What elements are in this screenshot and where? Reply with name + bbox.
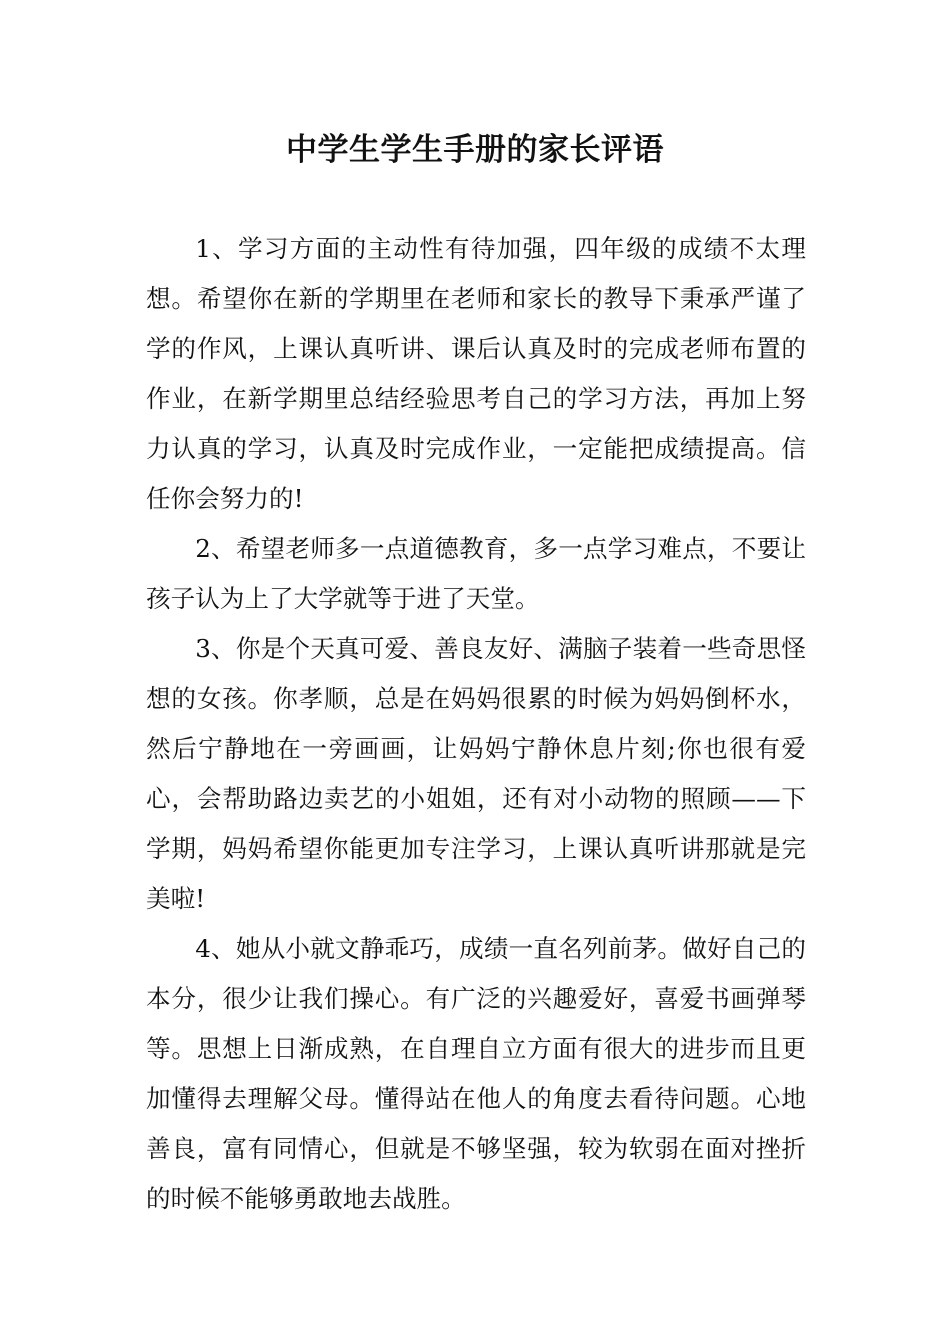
document-body: [146, 224, 806, 1224]
paragraph-3: 3、你是个天真可爱、善良友好、满脑子装着一些奇思怪想的女孩。你孝顺，总是在妈妈很累的时候为妈妈倒杯水，然后宁静地在一旁画画，让妈妈宁静休息片刻;你也很有爱心，会帮助路边卖艺的小姐姐，还有对小动物的照顾——下学期，妈妈希望你能更加专注学习，上课认真听讲那就是完美啦!: [146, 634, 806, 913]
paragraph-1: 1、学习方面的主动性有待加强，四年级的成绩不太理想。希望你在新的学期里在老师和家长的教导下秉承严谨了学的作风，上课认真听讲、课后认真及时的完成老师布置的作业，在新学期里总结经验思考自己的学习方法，再加上努力认真的学习，认真及时完成作业，一定能把成绩提高。信任你会努力的!: [146, 234, 806, 513]
paragraph-4: 4、她从小就文静乖巧，成绩一直名列前茅。做好自己的本分，很少让我们操心。有广泛的兴趣爱好，喜爱书画弹琴等。思想上日渐成熟，在自理自立方面有很大的进步而且更加懂得去理解父母。懂得站在他人的角度去看待问题。心地善良，富有同情心，但就是不够坚强，较为软弱在面对挫折的时候不能够勇敢地去战胜。: [146, 934, 806, 1213]
document-title: 中学生学生手册的家长评语: [286, 132, 664, 168]
paragraph-2: 2、希望老师多一点道德教育，多一点学习难点，不要让孩子认为上了大学就等于进了天堂。: [146, 534, 806, 613]
